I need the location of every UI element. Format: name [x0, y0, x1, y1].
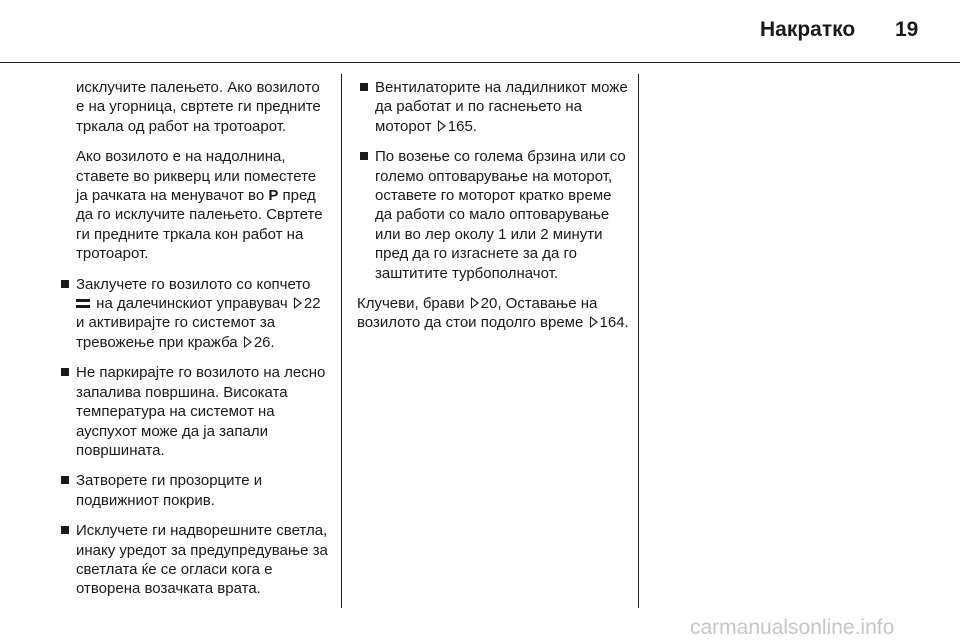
section-title: Накратко	[760, 18, 856, 41]
paragraph	[357, 294, 632, 333]
page-number: 19	[895, 18, 919, 41]
list-item	[58, 471, 330, 510]
reference-arrow-icon	[438, 120, 446, 132]
paragraph	[58, 147, 330, 263]
reference-arrow-icon	[590, 316, 598, 328]
text-span: , Оставање на возилото да стои подолго време	[357, 295, 598, 332]
bullet-square-icon	[61, 526, 69, 534]
list-item	[58, 363, 330, 460]
page-reference: 165.	[447, 117, 477, 135]
remote-lock-icon	[76, 299, 90, 308]
bullet-square-icon	[360, 152, 368, 160]
text-span: Ако возилото е на надолнина, ставете во рикверц или поместете ја рачката на менувачот во	[76, 148, 317, 205]
text-span: Затворете ги прозорците и подвижниот покрив.	[76, 472, 263, 509]
text-span: Исклучете ги надворешните светла, инаку уредот за предупредување за светлата ќе се огласи кога е отворена возачката врата.	[76, 522, 328, 598]
bullet-square-icon	[61, 280, 69, 288]
text-span: По возење со голема брзина или со големо оптоварување на моторот, оставете го моторот кратко време да работи со мало оптоварување или во лер околу 1 или 2 минути пред да го изгаснете за да го заштитите турбополначот.	[375, 148, 626, 282]
gear-position-p: P	[268, 187, 279, 205]
text-span: Клучеви, брави	[357, 295, 469, 313]
bullet-square-icon	[360, 83, 368, 91]
column-divider	[341, 74, 342, 608]
text-span: Заклучете го возилото со копчето	[76, 275, 311, 293]
text-span: Не паркирајте го возилото на лесно запалива површина. Високата температура на системот на ауспухот може да ја запали површината.	[76, 364, 326, 459]
right-column	[357, 78, 632, 344]
list-item	[357, 147, 632, 283]
text-span: на далечинскиот управувач	[92, 295, 292, 313]
page-reference: 26.	[253, 333, 275, 351]
left-column	[58, 78, 330, 610]
reference-arrow-icon	[294, 297, 302, 309]
list-item	[357, 78, 632, 136]
watermark: carmanualsonline.info	[690, 616, 895, 639]
list-item	[58, 275, 330, 353]
page-reference: 20	[480, 295, 498, 313]
page-reference: 164.	[599, 314, 629, 332]
page-reference: 22	[303, 295, 321, 313]
page-header	[0, 0, 960, 63]
column-divider	[638, 74, 639, 608]
reference-arrow-icon	[244, 336, 252, 348]
list-item	[58, 521, 330, 599]
bullet-square-icon	[61, 476, 69, 484]
paragraph: исклучите палењето. Ако возилото е на угорница, свртете ги предните тркала од работ на тротоарот.	[76, 79, 321, 135]
text-span: Вентилаторите на ладилникот може да работат и по гаснењето на моторот	[375, 79, 628, 135]
text-span: и активирајте го системот за тревожење при кражба	[76, 314, 276, 351]
bullet-square-icon	[61, 368, 69, 376]
reference-arrow-icon	[471, 297, 479, 309]
text-span: пред да го исклучите палењето. Свртете ги предните тркала кон работ на тротоарот.	[76, 187, 323, 263]
